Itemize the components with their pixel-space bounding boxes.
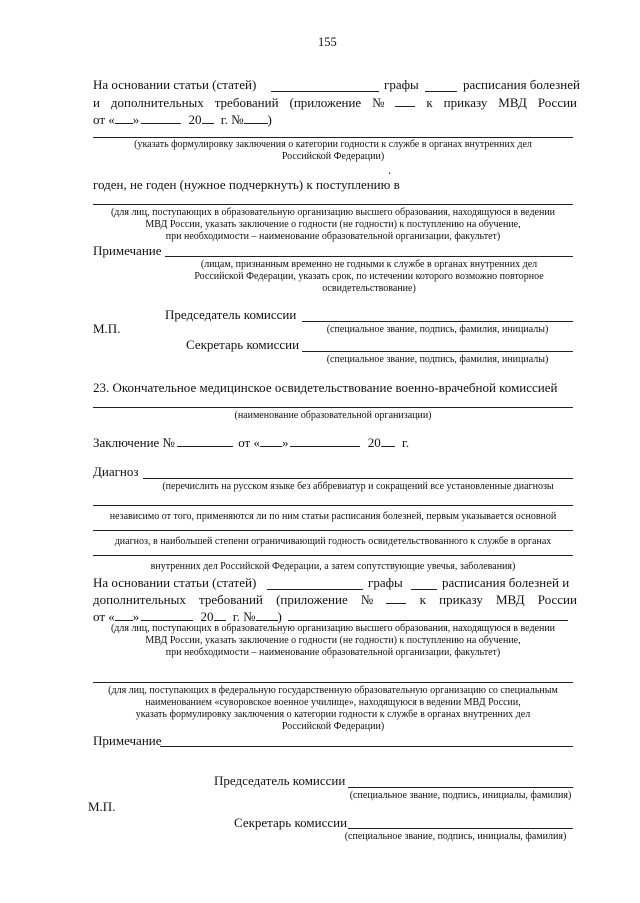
note-admission-3: при необходимости – наименование образовательной организации, факультет) [165, 231, 501, 242]
column-field-2 [411, 589, 437, 590]
note-suvorov-1: (для лиц, поступающих в федеральную государственную образовательную организацию со специальным [108, 685, 558, 696]
diagnosis-note-4: внутренних дел Российской Федерации, а затем сопутствующие увечья, заболевания) [150, 561, 516, 572]
note-suvorov-2: наименованием «суворовское военное училище», находящуюся в ведении МВД России, [145, 697, 521, 708]
date-open-quote: от « [238, 435, 260, 450]
month-field [141, 620, 193, 621]
secretary-signature-field-2 [348, 828, 573, 829]
page-number: 155 [318, 35, 337, 49]
date-open-quote: от « [93, 609, 115, 624]
remark-field [165, 256, 573, 257]
chair-signature-field [302, 321, 573, 322]
note-admission-1: (для лиц, поступающих в образовательную организацию высшего образования, находящуюся в ведении [110, 207, 556, 218]
word: № [360, 592, 374, 607]
secretary-label-2: Секретарь комиссии [234, 815, 348, 830]
schedule-label-2: расписания болезней и [442, 575, 570, 590]
word: к [426, 95, 433, 110]
word: МВД [498, 95, 527, 110]
chair-note: (специальное звание, подпись, фамилия, инициалы) [326, 324, 549, 335]
conclusion-field-2 [288, 620, 568, 621]
org-field [93, 407, 573, 408]
word: МВД [496, 592, 525, 607]
secretary-note-2: (специальное звание, подпись, инициалы, фамилия) [344, 831, 567, 842]
close-paren: ) [277, 609, 282, 624]
diagnosis-note-1: (перечислить на русском языке без аббревиатур и сокращений все установленные диагнозы [162, 481, 554, 492]
word: требований [199, 592, 263, 607]
chair-label: Председатель комиссии [165, 307, 297, 322]
requirements-line-2 [93, 593, 577, 606]
year-prefix: 20 [200, 609, 214, 624]
month-field [141, 123, 181, 124]
diagnosis-field-4 [93, 555, 573, 556]
chair-note-2: (специальное звание, подпись, инициалы, фамилия) [349, 790, 572, 801]
stamp-place: М.П. [93, 321, 121, 336]
column-field [425, 91, 457, 92]
date-close-quote: » [281, 435, 289, 450]
date-close-quote: » [132, 112, 140, 127]
year-field [214, 620, 226, 621]
remark-label: Примечание [93, 243, 162, 258]
word: дополнительных [93, 592, 186, 607]
appendix-number-field [386, 603, 406, 604]
order-number-label: г. № [232, 609, 256, 624]
suvorov-field [93, 682, 573, 683]
diagnosis-field-3 [93, 530, 573, 531]
word: и [93, 95, 100, 110]
note-admission-2: МВД России, указать заключение о годности (не годности) к поступлению на обучение, [145, 219, 521, 230]
year-suffix: г. [401, 435, 410, 450]
requirements-line [93, 96, 577, 109]
year-prefix: 20 [367, 435, 381, 450]
note-suvorov-3: указать формулировку заключения о категории годности к службе в органах внутренних дел [135, 709, 531, 720]
diagnosis-label: Диагноз [93, 464, 139, 479]
column-label-2: графы [368, 575, 403, 590]
note-admission-2-3: при необходимости – наименование образовательной организации, факультет) [165, 647, 501, 658]
order-number-label: г. № [220, 112, 244, 127]
day-field [115, 620, 133, 621]
secretary-signature-field [302, 351, 573, 352]
chair-signature-field-2 [348, 787, 573, 788]
word: требований [214, 95, 279, 110]
word: № [372, 95, 385, 110]
year-prefix: 20 [188, 112, 202, 127]
column-label: графы [384, 77, 419, 92]
note-conclusion-2: Российской Федерации) [281, 151, 385, 162]
date-open-quote: от « [93, 112, 115, 127]
note-remark-3: освидетельствование) [322, 283, 416, 294]
order-date-line [93, 113, 272, 126]
note-admission-2-1: (для лиц, поступающих в образовательную организацию высшего образования, находящуюся в ведении [110, 623, 556, 634]
year-field [381, 446, 395, 447]
note-remark-2: Российской Федерации, указать срок, по истечении которого возможно повторное [194, 271, 544, 282]
schedule-label: расписания болезней [463, 77, 580, 92]
conclusion-label: Заключение № [93, 435, 175, 450]
stamp-place-2: М.П. [88, 799, 116, 814]
word: России [537, 95, 577, 110]
chair-label-2: Председатель комиссии [214, 773, 346, 788]
order-number-field [256, 620, 278, 621]
order-number-field [244, 123, 268, 124]
word: России [537, 592, 577, 607]
day-field [260, 446, 282, 447]
diagnosis-field-2 [93, 505, 573, 506]
remark-field-2 [160, 746, 573, 747]
word: приказу [439, 592, 483, 607]
word: к [419, 592, 426, 607]
fit-line: годен, не годен (нужное подчеркнуть) к поступлению в [93, 177, 400, 192]
year-field [202, 123, 214, 124]
note-admission-2-2: МВД России, указать заключение о годности (не годности) к поступлению на обучение, [145, 635, 521, 646]
conclusion-number-field [177, 446, 233, 447]
org-note: (наименование образовательной организации) [234, 410, 432, 421]
admission-field [93, 204, 573, 205]
basis-label: На основании статьи (статей) [93, 77, 257, 92]
article-field-2 [267, 589, 363, 590]
month-field [290, 446, 360, 447]
conclusion-field [93, 137, 573, 138]
note-remark-1: (лицам, признанным временно не годными к службе в органах внутренних дел [200, 259, 538, 270]
order-date-line-2 [93, 610, 568, 623]
date-close-quote: » [132, 609, 140, 624]
close-paren: ) [267, 112, 272, 127]
diagnosis-note-3: диагноз, в наибольшей степени ограничивающий годность освидетельствованного к службе в органах [114, 536, 552, 547]
remark-label-2: Примечание [93, 733, 162, 748]
word: приказу [443, 95, 488, 110]
secretary-note: (специальное звание, подпись, фамилия, инициалы) [326, 354, 549, 365]
article-field [271, 91, 379, 92]
day-field [115, 123, 133, 124]
word: (приложение [276, 592, 348, 607]
diagnosis-field [143, 478, 573, 479]
conclusion-line [93, 436, 409, 449]
dot-mark: . [388, 162, 392, 177]
note-conclusion-1: (указать формулировку заключения о категории годности к службе в органах внутренних дел [134, 139, 532, 150]
word: дополнительных [110, 95, 204, 110]
basis-label-2: На основании статьи (статей) [93, 575, 257, 590]
secretary-label: Секретарь комиссии [186, 337, 300, 352]
appendix-number-field [395, 106, 415, 107]
word: (приложение [289, 95, 362, 110]
diagnosis-note-2: независимо от того, применяются ли по ним статьи расписания болезней, первым указывается основной [109, 511, 557, 522]
section-heading: 23. Окончательное медицинское освидетельствование военно-врачебной комиссией [93, 380, 558, 395]
note-suvorov-4: Российской Федерации) [281, 721, 385, 732]
